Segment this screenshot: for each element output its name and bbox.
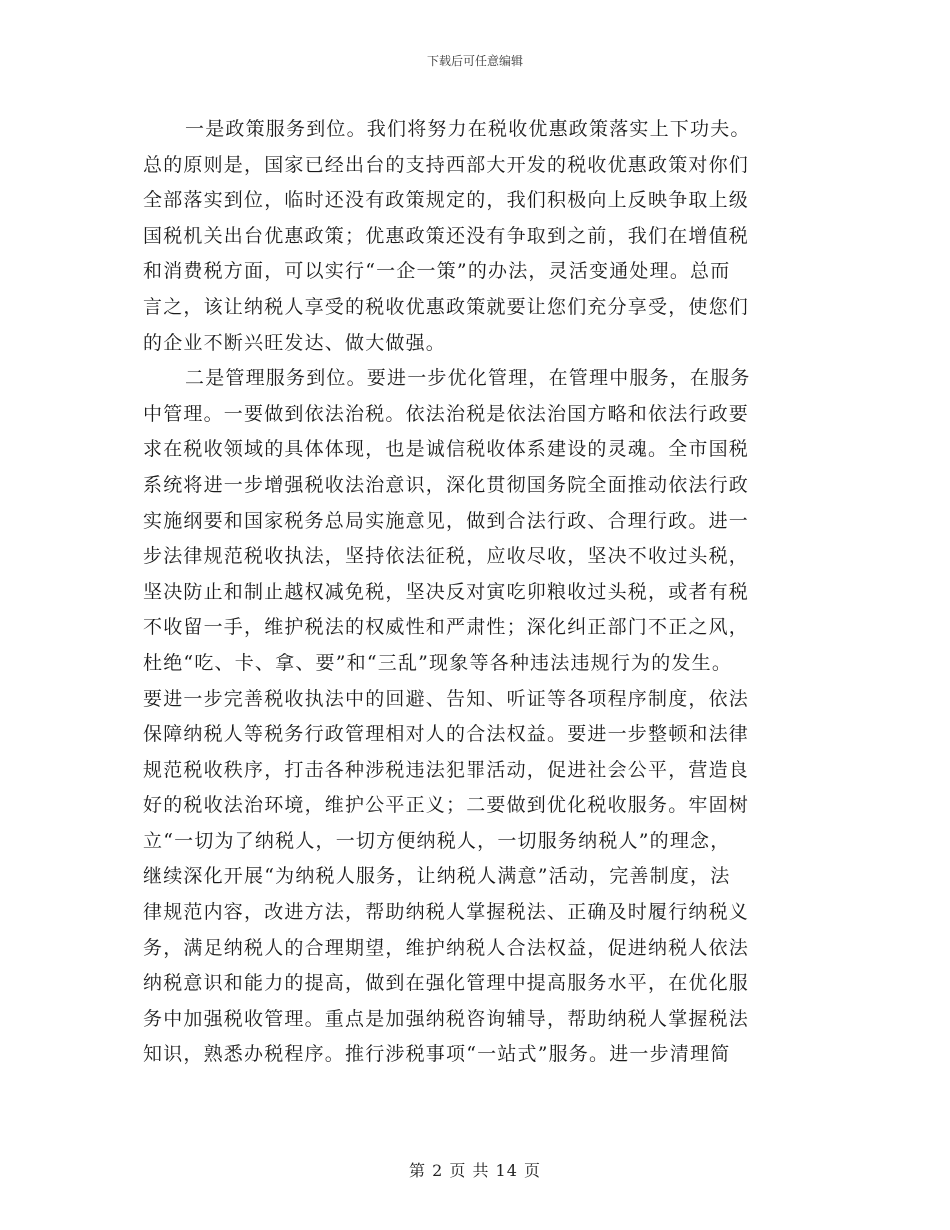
text-line: 知识，熟悉办税程序。推行涉税事项“一站式”服务。进一步清理简 [143, 1043, 731, 1066]
text-line: 坚决防止和制止越权减免税，坚决反对寅吃卯粮收过头税，或者有税 [143, 580, 750, 603]
text-line: 要进一步完善税收执法中的回避、告知、听证等各项程序制度，依法 [143, 687, 750, 710]
text-line: 步法律规范税收执法，坚持依法征税，应收尽收，坚决不收过头税， [143, 545, 750, 568]
text-line: 保障纳税人等税务行政管理相对人的合法权益。要进一步整顿和法律 [143, 723, 750, 746]
text-line: 立“一切为了纳税人，一切方便纳税人，一切服务纳税人”的理念， [143, 829, 731, 852]
text-line: 中管理。一要做到依法治税。依法治税是依法治国方略和依法行政要 [143, 402, 750, 425]
text-line: 的企业不断兴旺发达、做大做强。 [143, 331, 447, 354]
text-line: 全部落实到位，临时还没有政策规定的，我们积极向上反映争取上级 [143, 189, 750, 212]
page-number: 第 2 页 共 14 页 [409, 1161, 541, 1180]
text-line: 务中加强税收管理。重点是加强纳税咨询辅导，帮助纳税人掌握税法 [143, 1007, 750, 1030]
text-line: 好的税收法治环境，维护公平正义；二要做到优化税收服务。牢固树 [143, 794, 750, 817]
text-line: 务，满足纳税人的合理期望，维护纳税人合法权益，促进纳税人依法 [143, 936, 750, 959]
text-line: 律规范内容，改进方法，帮助纳税人掌握税法、正确及时履行纳税义 [143, 901, 750, 924]
text-line: 一是政策服务到位。我们将努力在税收优惠政策落实上下功夫。 [185, 118, 751, 140]
text-line: 不收留一手，维护税法的权威性和严肃性；深化纠正部门不正之风， [143, 616, 750, 639]
text-line: 和消费税方面，可以实行“一企一策”的办法，灵活变通处理。总而 [143, 260, 731, 283]
text-line: 实施纲要和国家税务总局实施意见，做到合法行政、合理行政。进一 [143, 509, 750, 532]
text-line: 二是管理服务到位。要进一步优化管理，在管理中服务，在服务 [185, 367, 751, 390]
text-line: 言之，该让纳税人享受的税收优惠政策就要让您们充分享受，使您们 [143, 295, 750, 318]
text-line: 国税机关出台优惠政策；优惠政策还没有争取到之前，我们在增值税 [143, 224, 750, 247]
text-line: 规范税收秩序，打击各种涉税违法犯罪活动，促进社会公平，营造良 [143, 758, 750, 781]
text-line: 纳税意识和能力的提高，做到在强化管理中提高服务水平，在优化服 [143, 972, 750, 995]
text-line: 杜绝“吃、卡、拿、要”和“三乱”现象等各种违法违规行为的发生。 [143, 651, 733, 674]
text-line: 继续深化开展“为纳税人服务，让纳税人满意”活动，完善制度，法 [143, 865, 731, 888]
text-line: 系统将进一步增强税收法治意识，深化贯彻国务院全面推动依法行政 [143, 473, 750, 496]
text-line: 求在税收领域的具体体现，也是诚信税收体系建设的灵魂。全市国税 [143, 438, 750, 461]
text-line: 总的原则是，国家已经出台的支持西部大开发的税收优惠政策对你们 [143, 153, 750, 176]
document-body [143, 112, 808, 1073]
page-header-note: 下载后可任意编辑 [426, 54, 523, 68]
